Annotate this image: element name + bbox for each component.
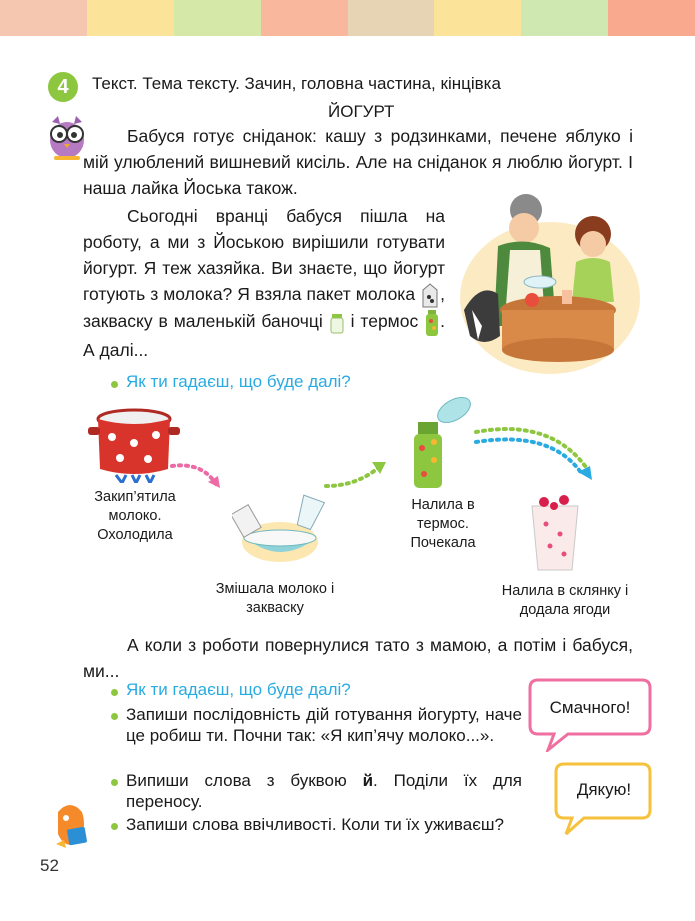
strip-segment xyxy=(434,0,521,36)
step-3-caption: Налила в термос. Почекала xyxy=(410,497,476,551)
exercise-heading: Текст. Тема тексту. Зачин, головна частина, кінцівка xyxy=(92,74,501,93)
red-pot-illustration xyxy=(86,403,180,483)
owl-glasses-icon xyxy=(46,112,88,162)
strip-segment xyxy=(0,0,87,36)
story-title: ЙОГУРТ xyxy=(328,102,395,121)
yogurt-glass-illustration xyxy=(526,494,584,574)
starter-jar-icon xyxy=(329,312,345,334)
mixing-bowl-illustration xyxy=(232,488,332,568)
strip-segment xyxy=(87,0,174,36)
arrow-step2-to-step3 xyxy=(322,452,392,492)
bullet xyxy=(111,381,118,388)
step-1-caption: Закип’ятила молоко. Охолодила xyxy=(94,489,176,543)
paragraph-3: А коли з роботи повернулися тато з мамою, а потім і бабуся, ми... xyxy=(83,635,633,681)
strip-segment xyxy=(608,0,695,36)
thermos-icon xyxy=(424,309,440,337)
task-1: Запиши послідовність дій готування йогурту, наче це робиш ти. Почни так: «Я кип’ячу молоко...». xyxy=(126,705,522,745)
bullet xyxy=(111,823,118,830)
strip-segment xyxy=(261,0,348,36)
strip-segment xyxy=(521,0,608,36)
milk-carton-icon xyxy=(420,282,440,308)
question-2: Як ти гадаєш, що буде далі? xyxy=(126,680,351,699)
bullet xyxy=(111,689,118,696)
bullet xyxy=(111,713,118,720)
grandma-and-girl-illustration xyxy=(458,186,640,374)
paragraph-2: Сьогодні вранці бабуся пішла на роботу, а ми з Йоською вирішили готувати йогурт. Я теж хазяйка. Ви знаєте, що йогурт готують з молока? Я взяла пакет молока , закваску в маленькій баночці і термос . А далі... xyxy=(83,206,445,360)
bullet xyxy=(111,779,118,786)
bubble-text-2: Дякую! xyxy=(576,780,632,799)
arrow-step3-to-step4 xyxy=(472,418,602,484)
thermos-illustration xyxy=(404,392,474,490)
top-color-strip xyxy=(0,0,695,36)
step-2-caption: Змішала молоко і закваску xyxy=(215,581,335,616)
question-1: Як ти гадаєш, що буде далі? xyxy=(126,372,351,391)
strip-segment xyxy=(174,0,261,36)
paragraph-1: Бабуся готує сніданок: кашу з родзинками, печене яблуко і мій улюблений вишневий кисіль. Але на сніданок я люблю йогурт. І наша лайка Йоська також. xyxy=(83,126,633,198)
task-3: Запиши слова ввічливості. Коли ти їх уживаєш? xyxy=(126,815,504,834)
bubble-text-1: Смачного! xyxy=(549,698,631,717)
task-2: Випиши слова з буквою й. Поділи їх для переносу. xyxy=(126,771,523,811)
step-4-caption: Налила в склянку і додала ягоди xyxy=(501,583,629,618)
page-number: 52 xyxy=(40,856,59,875)
exercise-number-badge: 4 xyxy=(48,72,78,102)
strip-segment xyxy=(348,0,435,36)
arrow-step1-to-step2 xyxy=(168,452,230,492)
orange-mascot-book-icon xyxy=(48,800,94,852)
